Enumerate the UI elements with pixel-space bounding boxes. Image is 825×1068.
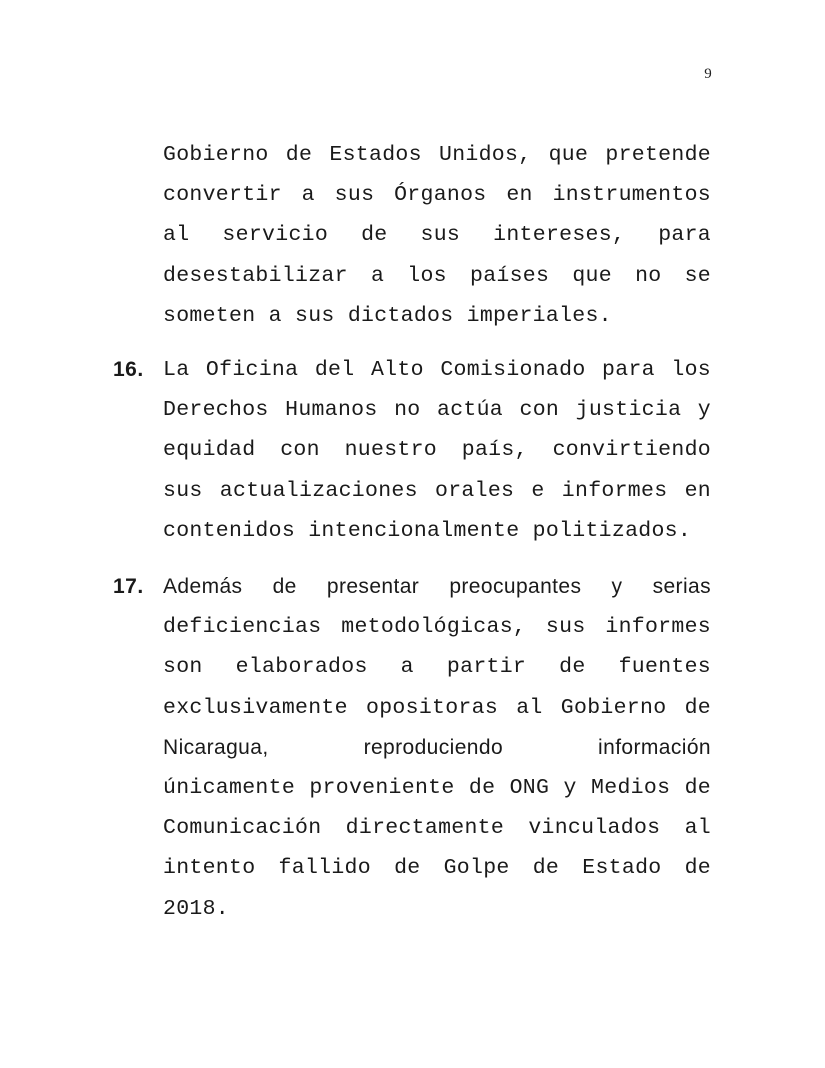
text-line: exclusivamente opositoras al Gobierno de [163,695,711,720]
text-line: Nicaragua, reproduciendo información [163,735,711,759]
text-line: Derechos Humanos no actúa con justicia y [163,398,711,423]
paragraph-17 [113,567,711,929]
text-line: Comunicación directamente vinculados al [163,816,711,841]
text-line: al servicio de sus intereses, para [163,223,711,248]
text-line: desestabilizar a los países que no se [163,263,711,288]
paragraph-16 [113,350,711,551]
text-line: intento fallido de Golpe de Estado de [163,856,711,881]
page-number: 9 [704,66,712,82]
text-line: contenidos intencionalmente politizados. [163,518,692,543]
text-line: 2018. [163,896,230,921]
intro-paragraph [163,135,711,336]
text-line: Además de presentar preocupantes y serias [163,575,711,598]
text-line: son elaborados a partir de fuentes [163,655,711,680]
text-line: únicamente proveniente de ONG y Medios de [163,775,711,800]
text-line: sus actualizaciones orales e informes en [163,478,711,503]
text-line: convertir a sus Órganos en instrumentos [163,183,711,208]
text-line: equidad con nuestro país, convirtiendo [163,438,711,463]
text-line: La Oficina del Alto Comisionado para los [163,358,711,382]
paragraph-number: 16. [113,358,144,381]
text-line: someten a sus dictados imperiales. [163,303,612,328]
text-line: Gobierno de Estados Unidos, que pretende [163,143,711,167]
paragraph-number: 17. [113,575,144,598]
text-line: deficiencias metodológicas, sus informes [163,615,711,640]
